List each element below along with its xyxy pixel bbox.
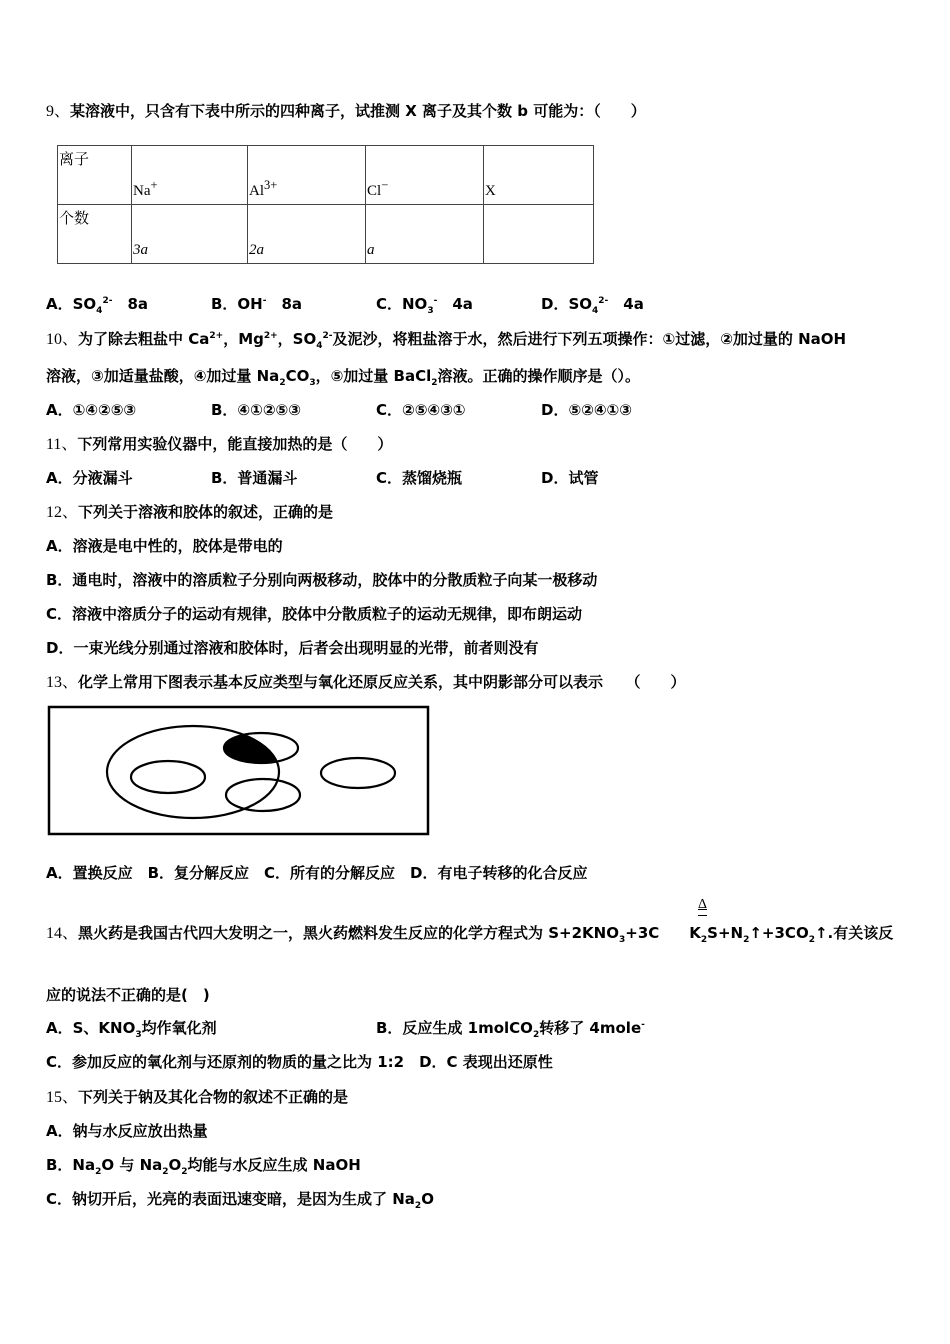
- option-c[interactable]: [376, 468, 462, 488]
- text-segment: +3C K: [625, 924, 701, 942]
- text-segment: D．一束光线分别通过溶液和胶体时，后者会出现明显的光带，前者则没有: [46, 639, 539, 657]
- subscript: 2: [808, 935, 815, 945]
- reaction-venn-diagram: [46, 704, 432, 838]
- superscript: 2-: [322, 331, 333, 341]
- text-segment: 均作氧化剂: [141, 1019, 217, 1037]
- substitution-ellipse: [131, 761, 205, 793]
- superscript: 2-: [102, 296, 113, 306]
- superscript: -: [262, 296, 267, 306]
- text-segment: A．S、KNO: [46, 1019, 136, 1037]
- text-segment: B．普通漏斗: [211, 469, 298, 487]
- text-segment: S+N: [707, 924, 744, 942]
- text-segment: A．溶液是电中性的，胶体是带电的: [46, 537, 283, 555]
- text-segment: B．反应生成 1molCO: [376, 1019, 533, 1037]
- text-segment: A．①④②⑤③: [46, 401, 137, 419]
- q13-options[interactable]: [46, 863, 588, 883]
- text-segment: ↑+3CO: [749, 924, 809, 942]
- count-cell: [484, 205, 594, 264]
- question-number: 12、: [46, 504, 79, 521]
- count-cell: [248, 205, 366, 264]
- text-segment: 某溶液中，只含有下表中所示的四种离子，试推测 X 离子及其个数 b 可能为：（ ）: [70, 102, 646, 120]
- option-b[interactable]: [46, 1155, 361, 1175]
- text-segment: 下列关于溶液和胶体的叙述，正确的是: [78, 503, 334, 521]
- option-c[interactable]: [376, 294, 473, 314]
- subscript: 2: [700, 935, 708, 945]
- q12-stem: [46, 502, 333, 523]
- text-segment: 为了除去粗盐中 Ca: [78, 330, 210, 348]
- q10-stem-line2: [46, 366, 640, 386]
- text-segment: B．④①②⑤③: [211, 401, 301, 419]
- subscript: 2: [181, 1167, 188, 1177]
- ion-cell: [132, 146, 248, 205]
- subscript: 4: [96, 306, 103, 316]
- text-segment: 8a: [266, 295, 303, 313]
- count-value: a: [367, 242, 375, 258]
- text-segment: C．NO: [376, 295, 428, 313]
- text-segment: C．②⑤④③①: [376, 401, 466, 419]
- option-d[interactable]: [541, 400, 632, 420]
- text-segment: Cl: [367, 183, 382, 199]
- option-d[interactable]: [541, 468, 598, 488]
- ion-cell: [366, 146, 484, 205]
- text-segment: B．Na: [46, 1156, 96, 1174]
- heat-symbol: Δ: [698, 897, 708, 912]
- subscript: 2: [414, 1201, 422, 1211]
- q14-options-cd[interactable]: [46, 1052, 553, 1072]
- ion-cell: [248, 146, 366, 205]
- subscript: 3: [618, 935, 626, 945]
- text-segment: ，⑤加过量 BaCl: [315, 367, 432, 385]
- subscript: 2: [431, 378, 438, 388]
- text-segment: A．置换反应 B．复分解反应 C．所有的分解反应 D．有电子转移的化合反应: [46, 864, 588, 882]
- q10-stem-line1: [46, 329, 846, 350]
- option-d[interactable]: [541, 294, 644, 314]
- text-segment: ，SO: [277, 330, 317, 348]
- text-segment: 转移了 4mole: [539, 1019, 642, 1037]
- double-decomposition-ellipse: [321, 758, 395, 788]
- subscript: 3: [427, 306, 434, 316]
- text-segment: 4a: [437, 295, 473, 313]
- text-segment: D．⑤②④①③: [541, 401, 632, 419]
- question-number: 11、: [46, 436, 78, 453]
- text-segment: Na: [133, 183, 151, 199]
- superscript: 3+: [264, 178, 278, 192]
- option-a[interactable]: [46, 1018, 217, 1038]
- option-c[interactable]: [46, 1189, 434, 1209]
- ion-cell: [484, 146, 594, 205]
- superscript: 2+: [209, 331, 224, 341]
- text-segment: 下列关于钠及其化合物的叙述不正确的是: [78, 1088, 349, 1106]
- count-value: 2a: [249, 242, 264, 258]
- text-segment: ↑.有关该反: [814, 924, 894, 942]
- superscript: 2-: [598, 296, 609, 306]
- subscript: 2: [95, 1167, 102, 1177]
- option-a[interactable]: [46, 468, 133, 488]
- row-header-count: 个数: [58, 205, 132, 264]
- option-c[interactable]: [376, 400, 466, 420]
- superscript: +: [150, 178, 158, 192]
- count-cell: [132, 205, 248, 264]
- text-segment: B．OH: [211, 295, 263, 313]
- text-segment: 4a: [608, 295, 644, 313]
- option-a[interactable]: [46, 536, 283, 556]
- superscript: -: [433, 296, 438, 306]
- q14-stem-line1: [46, 923, 893, 944]
- text-segment: 化学上常用下图表示基本反应类型与氧化还原反应关系，其中阴影部分可以表示 （ ）: [78, 673, 686, 691]
- question-number: 9、: [46, 103, 71, 120]
- superscript: −: [381, 178, 389, 192]
- text-segment: 及泥沙，将粗盐溶于水，然后进行下列五项操作：①过滤，②加过量的 NaOH: [332, 330, 847, 348]
- text-segment: O: [421, 1190, 434, 1208]
- subscript: 2: [743, 935, 750, 945]
- text-segment: ，Mg: [223, 330, 264, 348]
- decomposition-ellipse: [226, 779, 300, 811]
- count-value: 3a: [133, 242, 148, 258]
- subscript: 4: [592, 306, 599, 316]
- row-header-ion: 离子: [58, 146, 132, 205]
- q11-stem: [46, 434, 392, 455]
- text-segment: A．分液漏斗: [46, 469, 133, 487]
- text-segment: 应的说法不正确的是( ): [46, 986, 210, 1004]
- text-segment: 8a: [112, 295, 148, 313]
- option-a[interactable]: [46, 294, 148, 314]
- superscript: -: [641, 1020, 645, 1030]
- text-segment: C．蒸馏烧瓶: [376, 469, 463, 487]
- text-segment: 溶液。正确的操作顺序是（）。: [437, 367, 641, 385]
- option-a[interactable]: [46, 1121, 208, 1141]
- subscript: 2: [279, 378, 286, 388]
- option-b[interactable]: [46, 570, 597, 590]
- subscript: 2: [532, 1030, 540, 1040]
- text-segment: O: [168, 1156, 182, 1174]
- option-b[interactable]: [376, 1018, 645, 1038]
- option-c[interactable]: [46, 604, 582, 624]
- text-segment: 均能与水反应生成 NaOH: [187, 1156, 361, 1174]
- text-segment: C．溶液中溶质分子的运动有规律，胶体中分散质粒子的运动无规律，即布朗运动: [46, 605, 583, 623]
- subscript: 3: [135, 1030, 142, 1040]
- subscript: 3: [309, 378, 316, 388]
- ion-table: [57, 145, 594, 264]
- text-segment: D．SO: [541, 295, 593, 313]
- option-b[interactable]: [211, 294, 302, 314]
- text-segment: 下列常用实验仪器中，能直接加热的是（ ）: [77, 435, 393, 453]
- text-segment: X: [485, 183, 496, 199]
- subscript: 4: [316, 341, 323, 351]
- q13-stem: [46, 672, 686, 693]
- q9-stem: [46, 101, 646, 122]
- count-cell: [366, 205, 484, 264]
- question-number: 14、: [46, 925, 79, 942]
- option-b[interactable]: [211, 468, 297, 488]
- text-segment: B．通电时，溶液中的溶质粒子分别向两极移动，胶体中的分散质粒子向某一极移动: [46, 571, 598, 589]
- question-number: 15、: [46, 1089, 79, 1106]
- text-segment: C．钠切开后，光亮的表面迅速变暗，是因为生成了 Na: [46, 1190, 415, 1208]
- text-segment: A．SO: [46, 295, 97, 313]
- text-segment: O 与 Na: [101, 1156, 163, 1174]
- text-segment: D．试管: [541, 469, 599, 487]
- question-number: 10、: [46, 331, 79, 348]
- question-number: 13、: [46, 674, 79, 691]
- diagram-frame: [49, 707, 428, 834]
- q15-stem: [46, 1087, 348, 1108]
- option-d[interactable]: [46, 638, 538, 658]
- text-segment: A．钠与水反应放出热量: [46, 1122, 208, 1140]
- subscript: 2: [162, 1167, 169, 1177]
- text-segment: Al: [249, 183, 264, 199]
- option-a[interactable]: [46, 400, 136, 420]
- text-segment: 溶液，③加适量盐酸，④加过量 Na: [46, 367, 280, 385]
- text-segment: C．参加反应的氧化剂与还原剂的物质的量之比为 1:2 D．C 表现出还原性: [46, 1053, 553, 1071]
- text-segment: CO: [285, 367, 310, 385]
- q14-stem-line2: [46, 985, 210, 1005]
- text-segment: 黑火药是我国古代四大发明之一，黑火药燃料发生反应的化学方程式为 S+2KNO: [78, 924, 619, 942]
- superscript: 2+: [263, 331, 278, 341]
- option-b[interactable]: [211, 400, 301, 420]
